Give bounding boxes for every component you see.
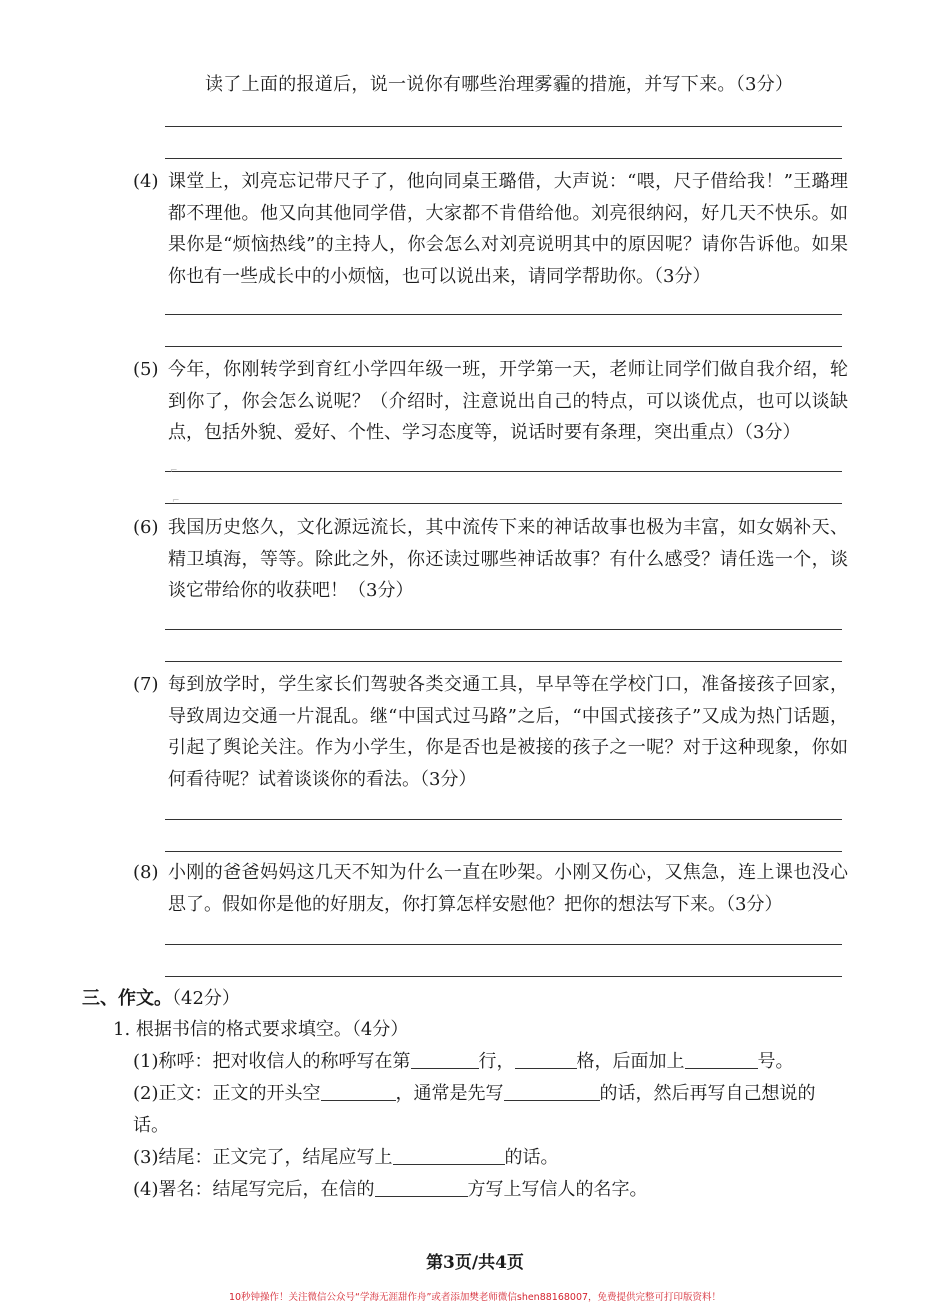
letter-item-1 (133, 1047, 794, 1077)
promo-note: 10秒钟操作！关注微信公众号“学海无涯甜作舟”或者添加樊老师微信shen88168007，免费提供完整可打印版资料！ (228, 1292, 722, 1303)
item-text: (1)称呼：把对收信人的称呼写在第 (133, 1051, 411, 1072)
answer-line (165, 126, 842, 127)
fill-blank[interactable] (504, 1080, 600, 1101)
item-text: 号。 (757, 1051, 794, 1072)
answer-line (165, 944, 842, 945)
letter-item-3 (133, 1143, 559, 1173)
question-text: 我国历史悠久，文化源远流长，其中流传下来的神话故事也极为丰富，如女娲补天、精卫填海，等等。除此之外，你还读过哪些神话故事？有什么感受？请任选一个，谈谈它带给你的收获吧！（3分） (168, 517, 848, 601)
fill-blank[interactable] (393, 1144, 505, 1165)
item-text: 的话，然后再写自己想说的 (599, 1083, 816, 1104)
item-text: 方写上写信人的名字。 (467, 1179, 648, 1200)
answer-line (165, 851, 842, 852)
q3-prompt: 读了上面的报道后，说一说你有哪些治理雾霾的措施，并写下来。（3分） (205, 74, 794, 95)
answer-line (165, 503, 842, 504)
item-text: (3)结尾：正文完了，结尾应写上 (133, 1147, 393, 1168)
question-5 (133, 354, 848, 449)
question-number: (6) (133, 517, 159, 538)
item-text: ，通常是先写 (395, 1083, 504, 1104)
question-text: 课堂上，刘亮忘记带尺子了，他向同桌王璐借，大声说：“喂，尺子借给我！”王璐理都不理他。他又向其他同学借，大家都不肯借给他。刘亮很纳闷，好几天不快乐。如果你是“烦恼热线”的主持人，你会怎么对刘亮说明其中的原因呢？请你告诉他。如果你也有一些成长中的小烦恼，也可以说出来，请同学帮助你。（3分） (168, 171, 848, 287)
answer-line (165, 819, 842, 820)
item-text: 行， (478, 1051, 515, 1072)
item-text: 格，后面加上 (576, 1051, 685, 1072)
fill-blank[interactable] (375, 1176, 468, 1197)
page-number: 第3页/共4页 (426, 1253, 524, 1273)
question-number: (7) (133, 674, 159, 695)
section-points: （42分） (172, 988, 240, 1009)
question-number: (8) (133, 862, 159, 883)
task-1-title: 1. 根据书信的格式要求填空。（4分） (113, 1019, 409, 1040)
answer-line (165, 346, 842, 347)
question-6 (133, 512, 848, 607)
answer-line (165, 976, 842, 977)
item-text: 的话。 (504, 1147, 559, 1168)
answer-line (165, 471, 842, 472)
scan-mark: ⌐ (172, 496, 180, 506)
letter-item-2 (133, 1079, 816, 1109)
question-text: 小刚的爸爸妈妈这几天不知为什么一直在吵架。小刚又伤心，又焦急，连上课也没心思了。假如你是他的好朋友，你打算怎样安慰他？把你的想法写下来。（3分） (168, 862, 848, 915)
question-number: (5) (133, 359, 159, 380)
answer-line (165, 158, 842, 159)
fill-blank[interactable] (515, 1048, 577, 1069)
scan-mark: ⌐ (170, 466, 178, 476)
answer-line (165, 629, 842, 630)
question-text: 每到放学时，学生家长们驾驶各类交通工具，早早等在学校门口，准备接孩子回家，导致周边交通一片混乱。继“中国式过马路”之后，“中国式接孩子”又成为热门话题，引起了舆论关注。作为小学生，你是否也是被接的孩子之一呢？对于这种现象，你如何看待呢？试着谈谈你的看法。（3分） (168, 674, 848, 790)
section-heading (82, 984, 240, 1014)
answer-line (165, 314, 842, 315)
question-number: (4) (133, 171, 159, 192)
question-7 (133, 669, 848, 795)
question-4 (133, 166, 848, 292)
fill-blank[interactable] (321, 1080, 396, 1101)
answer-line (165, 661, 842, 662)
fill-blank[interactable] (411, 1048, 479, 1069)
letter-item-4 (133, 1175, 648, 1205)
letter-item-2-cont: 话。 (133, 1115, 169, 1136)
item-text: (4)署名：结尾写完后，在信的 (133, 1179, 375, 1200)
section-title: 三、作文。 (82, 988, 172, 1009)
question-8 (133, 857, 848, 920)
fill-blank[interactable] (685, 1048, 758, 1069)
item-text: (2)正文：正文的开头空 (133, 1083, 321, 1104)
question-text: 今年，你刚转学到育红小学四年级一班，开学第一天，老师让同学们做自我介绍，轮到你了，你会怎么说呢？（介绍时，注意说出自己的特点，可以谈优点，也可以谈缺点，包括外貌、爱好、个性、学习态度等，说话时要有条理，突出重点）（3分） (168, 359, 848, 443)
